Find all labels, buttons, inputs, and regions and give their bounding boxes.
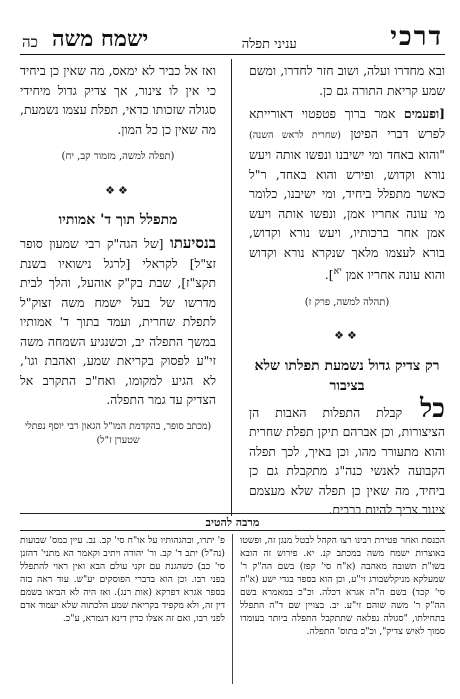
source-citation: (תפלה למשה, מזמור קב, יח) <box>61 151 175 162</box>
opening-word: כל <box>420 393 445 424</box>
paragraph-text: [של הגה"ק רבי שמעון סופר זצ"ל] לקראלי [לרגל נישואיו בשנת תקצ"ז], שבת בק"ק אוהעל, והלך לבית מדרשו של בעל ישמח משה זצוק"ל לתפלת שחרית, ועמד בתוך ד' אמותיו במשך התפלה יב, וכשנגיע השמחה משה זי"ע לפסוק בקריאת שמע, ואהבת וגו', לא הגיע למקומו, ואח"כ התקרב אל הצדיק עד גמר התפלה. <box>20 236 216 407</box>
right-column <box>249 61 445 520</box>
paragraph-text: אמר ברוך פטפטוי דאורייתא לפרש דברי הפיטן <box>249 106 445 141</box>
paragraph-kol <box>249 393 445 520</box>
paragraph-nesiato <box>20 234 216 410</box>
paragraph-piyut <box>249 104 445 285</box>
paragraph-citation: (שחרית לראש השנה) <box>249 129 341 141</box>
paragraph-continuation: ואז אל כביר לא ימאס, מה שאין כן ביחיד כי אין לו צינור, אך צדיק גדול מיחידי סגולה שזכותו כדאי, תפלת עצמו נשמעת, מה שאין כן כל המון. <box>20 63 216 137</box>
running-header <box>20 22 445 52</box>
footnote-band <box>20 513 445 531</box>
main-columns <box>20 55 445 525</box>
footnotes-right: הכנסת ואחר פטירת רבינו רצו הקהל לבטל מנגן זה, ופשטו באוצרות ישמח משה במכתב קנ. יא. פירוש זה הובא בשו"ת תשובה מאהבה (א"ח סי' קפז) בשם הה"ק ר' שמעלקא מניקלשבורג זי"ע, וכן הוא בספר בגדי ישע (א"ח סי' קכד) בשם ה"ה אגרא דכלה. וכ"כ במאמרא בשם הה"ק ר' משה שוהם זי"ע. יב. בצויין שם ד"ה התפלל בתחילתו, "סגולה נפלאה שתתקבל התפלה ביותר בעומדו סמוך לאיש צדיק", וכ"כ בתוס' התפלה. <box>240 535 445 637</box>
footnote-ref: יא <box>333 266 342 277</box>
footnotes-left: פ' יתרו, ובהגהותיו על או"ח סי' קב. נב. עיין במס' שבועות (נה"ל) יתב ד' קב. ור' יהודה ויתיב וקאמר הא מתני' דהזנן סי' כב) כשהגנת עם זקני עולם הבא ואין ראוי להתפלל בפני רבו. וכן הוא בדברי הפוסקים יע"ש. עוד ראה בזה בספר אגרא דפרקא (אות רנג). ואז היה לא הביאו בשמם דין זה, ולא מקפיד בקריאת שמע הלכתוה שלא יעמוד אדם לפני רבו, ואם זה אצלו כדין דינא דגמרא, ע"כ. <box>20 535 225 624</box>
footnote-divider <box>232 534 233 684</box>
paragraph-text: קבלת התפלות האבות הן הציצורות, וכן אברהם תיקן תפלת שחרית והוא מתעורר מהו, וכן באיך, לכך תפלה הקבועה לאנשי כנה"ג מתקבלת גם כן ביחיד, מה שאין כן תפלה שלא מעצמם צינור צריך להיות ברבים. <box>249 404 445 518</box>
book-short-title: דרכי <box>390 22 443 52</box>
source-citation: (תהלה למשה, פרק ז) <box>304 296 390 308</box>
paragraph-close: ]. <box>324 267 334 283</box>
paragraph-lead: [ופעמים <box>403 106 445 121</box>
footnotes-area <box>20 534 445 684</box>
intro-paragraph: ובא מחדרו ועלה, ושוב חזר לחדרו, ומשם שמע קריאת התורה גם כן. <box>249 63 445 98</box>
page-number: כה <box>22 33 38 51</box>
source-citation: (מכתב סופר, בהקדמת המו"ל הגאון רבי יוסף נפתלי שטערן ז"ל) <box>24 420 212 446</box>
opening-word: בנסיעתו <box>169 234 216 252</box>
column-divider <box>231 59 232 525</box>
left-column <box>20 61 216 448</box>
band-title: מרבה להטיב <box>196 516 270 529</box>
section-heading: רק צדיק גדול נשמעת תפלתו שלא בציבור <box>254 357 440 394</box>
paragraph-text-cont: "והוא באחד ומי ישיבנו ונפשו אותה ויעש נורא וקדוש, ופירש והוא באחד, ר"ל כאשר מתפלל ביחיד, ומי ישיבנו, כלומר מי עונה אחריו אמן, ונפשו אותה ויעש אמן אחר ברכותיו, ויעש נורא וקדוש, בורא לעצמו מלאך שנקרא נורא וקדוש והוא עונה אחריו אמן <box>249 147 445 283</box>
book-title: ישמח משה <box>51 26 149 52</box>
document-page <box>20 22 445 682</box>
header-left-group <box>22 26 148 52</box>
ornament-divider: ❖❖ <box>105 183 131 197</box>
section-heading: מתפלל תוך ד' אמותיו <box>58 212 178 228</box>
topic-title: עניני תפלה <box>241 37 297 52</box>
ornament-divider: ❖❖ <box>334 329 360 343</box>
